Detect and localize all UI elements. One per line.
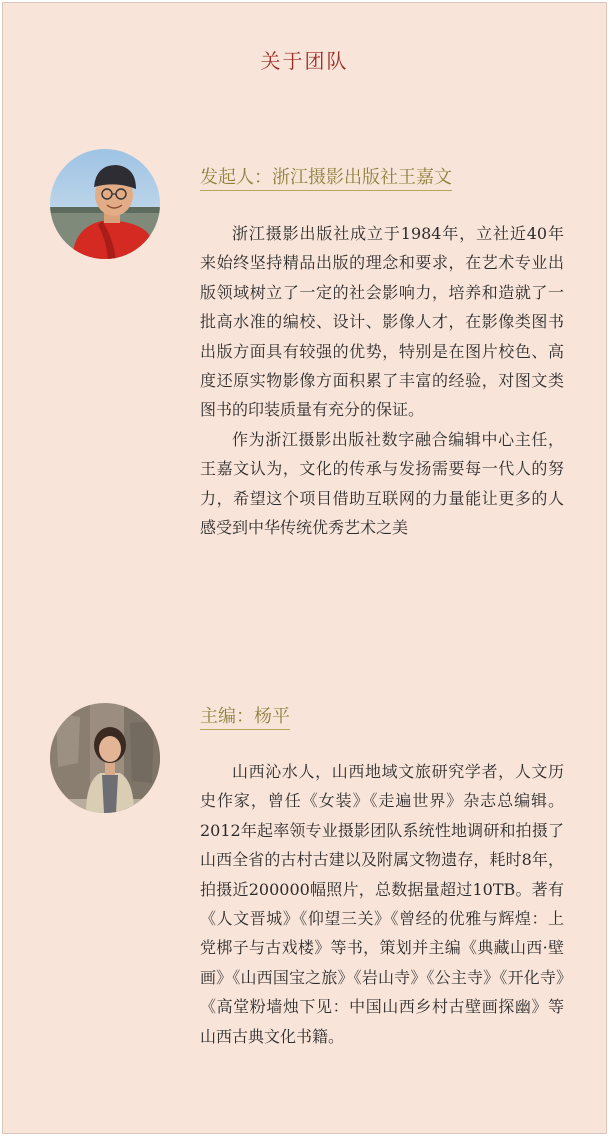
founder-bio-paragraph: 作为浙江摄影出版社数字融合编辑中心主任，王嘉文认为，文化的传承与发扬需要每一代人的努力，希望这个项目借助互联网的力量能让更多的人感受到中华传统优秀艺术之美	[200, 429, 564, 538]
about-team-page	[2, 2, 607, 1134]
founder-bio-paragraph: 浙江摄影出版社成立于1984年，立社近40年来始终坚持精品出版的理念和要求，在艺术专业出版领域树立了一定的社会影响力，培养和造就了一批高水准的编校、设计、影像人才，在影像类图书出版方面具有较强的优势，特别是在图片校色、高度还原实物影像方面积累了丰富的经验，对图文类图书的印装质量有充分的保证。	[200, 224, 564, 420]
editor-avatar	[50, 703, 160, 813]
founder-bio	[200, 219, 564, 542]
founder-avatar	[50, 149, 160, 259]
editor-heading: 主编：杨平	[200, 702, 290, 730]
editor-bio	[200, 757, 564, 1051]
page-title: 关于团队	[260, 49, 349, 73]
founder-heading: 发起人：浙江摄影出版社王嘉文	[200, 163, 452, 191]
editor-bio-paragraph: 山西沁水人，山西地域文旅研究学者，人文历史作家，曾任《女装》《走遍世界》杂志总编辑。2012年起率领专业摄影团队系统性地调研和拍摄了山西全省的古村古建以及附属文物遗存，耗时8年，拍摄近200000幅照片，总数据量超过10TB。著有《人文晋城》《仰望三关》《曾经的优雅与辉煌：上党梆子与古戏楼》等书，策划并主编《典藏山西·壁画》《山西国宝之旅》《岩山寺》《公主寺》《开化寺》《高堂粉墙烛下见：中国山西乡村古壁画探幽》等山西古典文化书籍。	[200, 762, 564, 1046]
